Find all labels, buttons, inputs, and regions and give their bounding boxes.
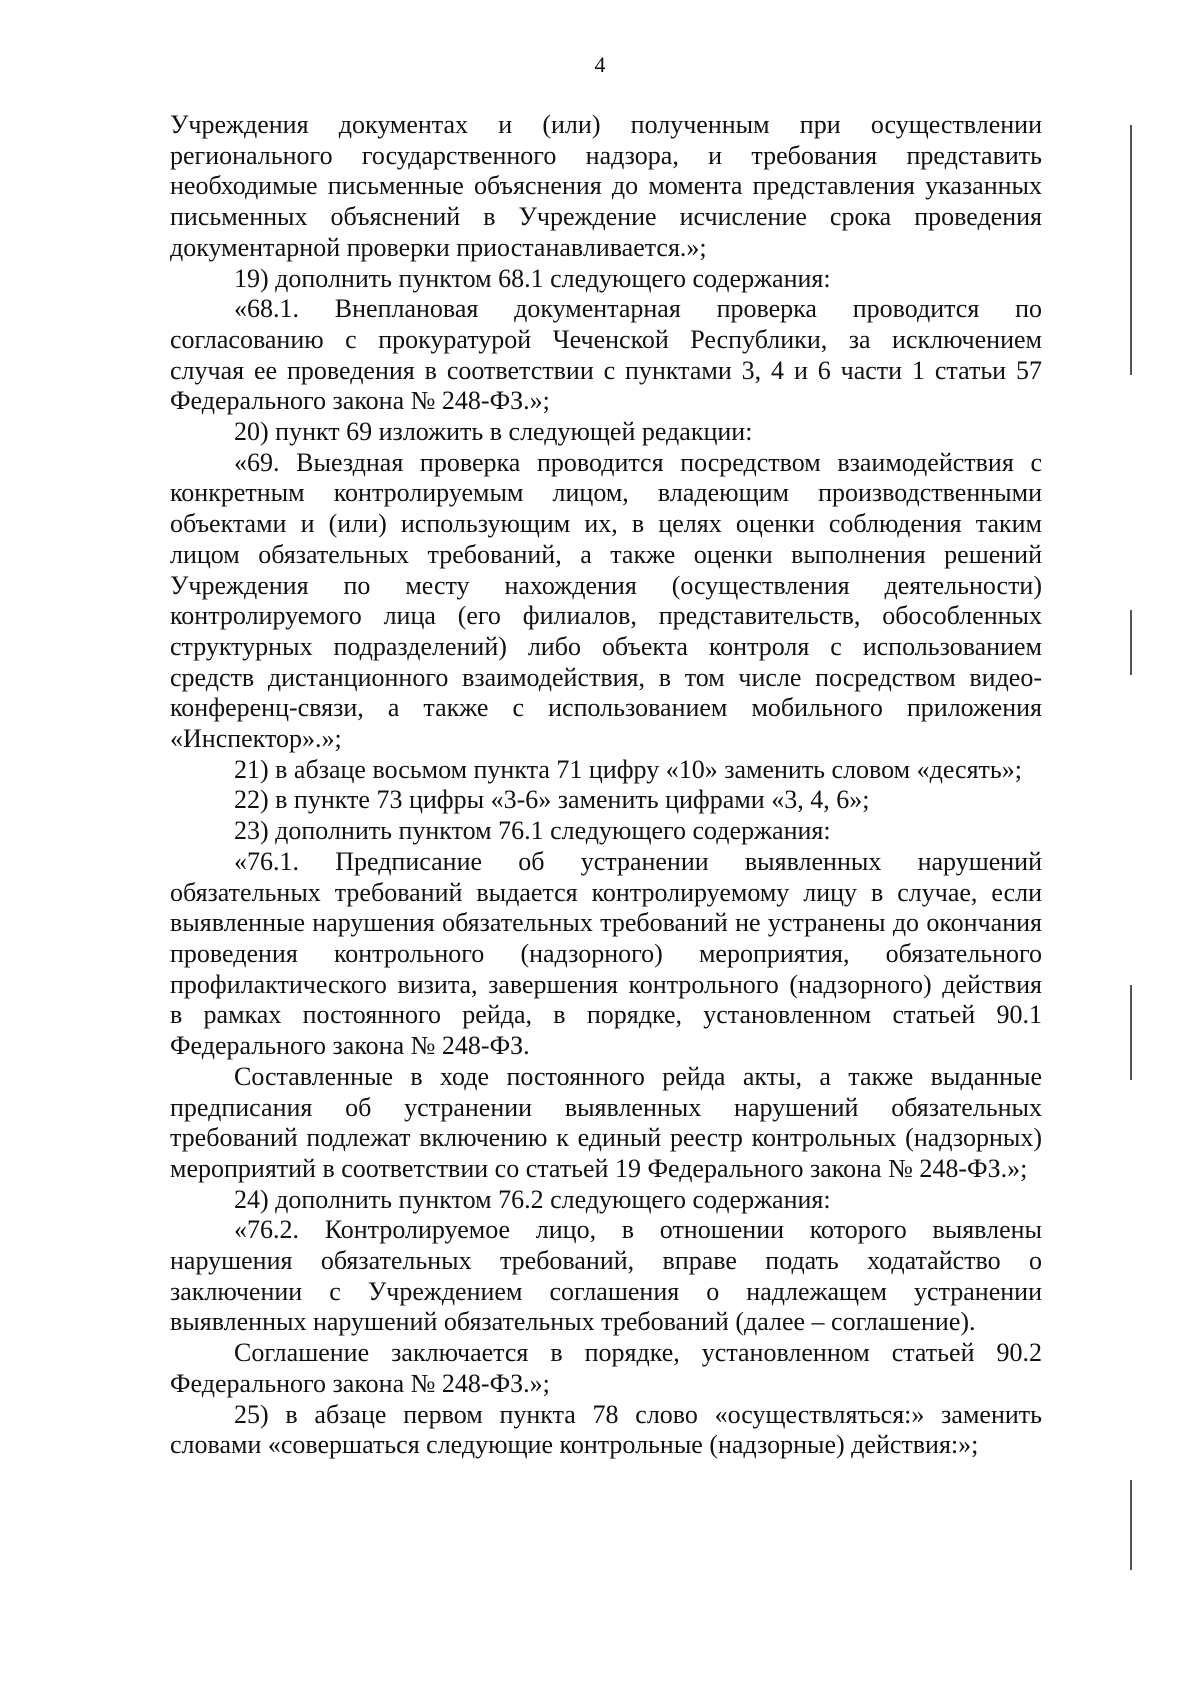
text-line: нарушения обязательных требований, вправе подать ходатайство о [170,1246,1042,1276]
text-line: выявленные нарушения обязательных требований не устранены до окончания [170,908,1042,938]
text-line: 23) дополнить пунктом 76.1 следующего содержания: [234,816,831,846]
text-line: обязательных требований выдается контролируемому лицу в случае, если [170,877,1042,907]
text-line: 20) пункт 69 изложить в следующей редакции: [234,417,753,447]
text-line: Составленные в ходе постоянного рейда акты, а также выданные [234,1061,1042,1091]
text-line: 22) в пункте 73 цифры «3-6» заменить цифрами «3, 4, 6»; [234,785,870,815]
text-line: регионального государственного надзора, и требования представить [170,140,1042,170]
document-body [170,110,1042,1461]
text-line: в рамках постоянного рейда, в порядке, установленном статьей 90.1 [170,1000,1042,1030]
text-line: словами «совершаться следующие контрольные (надзорные) действия:»; [170,1430,979,1460]
text-line: письменных объяснений в Учреждение исчисление срока проведения [170,202,1042,232]
text-line: Федерального закона № 248-ФЗ.»; [170,1368,550,1398]
text-line: проведения контрольного (надзорного) мероприятия, обязательного [170,938,1042,968]
text-line: 24) дополнить пунктом 76.2 следующего содержания: [234,1184,831,1214]
text-line: «76.1. Предписание об устранении выявленных нарушений [234,846,1042,876]
scan-edge-mark [1130,1480,1132,1570]
scan-edge-mark [1130,125,1132,375]
text-line: Федерального закона № 248-ФЗ. [170,1031,530,1061]
text-line: «68.1. Внеплановая документарная проверка проводится по [234,294,1042,324]
text-line: 25) в абзаце первом пункта 78 слово «осуществляться:» заменить [234,1399,1042,1429]
text-line: Федерального закона № 248-ФЗ.»; [170,386,550,416]
text-line: контролируемого лица (его филиалов, представительств, обособленных [170,601,1042,631]
text-line: объектами и (или) использующим их, в целях оценки соблюдения таким [170,509,1042,539]
text-line: случая ее проведения в соответствии с пунктами 3, 4 и 6 части 1 статьи 57 [170,355,1042,385]
text-line: заключении с Учреждением соглашения о надлежащем устранении [170,1276,1042,1306]
text-line: выявленных нарушений обязательных требований (далее – соглашение). [170,1307,976,1337]
text-line: требований подлежат включению к единый реестр контрольных (надзорных) [170,1123,1042,1153]
scan-edge-mark [1130,610,1132,675]
text-line: Учреждения документах и (или) полученным при осуществлении [170,110,1042,139]
text-line: «69. Выездная проверка проводится посредством взаимодействия с [234,447,1042,477]
text-line: предписания об устранении выявленных нарушений обязательных [170,1092,1042,1122]
text-line: 19) дополнить пунктом 68.1 следующего содержания: [234,263,831,293]
scan-edge-mark [1130,985,1132,1080]
text-line: средств дистанционного взаимодействия, в том числе посредством видео- [170,662,1042,692]
text-line: «Инспектор».»; [170,724,342,754]
text-line: «76.2. Контролируемое лицо, в отношении которого выявлены [234,1215,1042,1245]
text-line: документарной проверки приостанавливается.»; [170,232,707,262]
text-line: необходимые письменные объяснения до момента представления указанных [170,171,1042,201]
text-line: лицом обязательных требований, а также оценки выполнения решений [170,539,1042,569]
page-number: 4 [594,52,606,77]
text-line: конкретным контролируемым лицом, владеющим производственными [170,478,1042,508]
text-line: Учреждения по месту нахождения (осуществления деятельности) [170,570,1042,600]
text-line: 21) в абзаце восьмом пункта 71 цифру «10» заменить словом «десять»; [234,754,1022,784]
text-line: согласованию с прокуратурой Чеченской Республики, за исключением [170,324,1042,354]
text-line: конференц-связи, а также с использованием мобильного приложения [170,693,1042,723]
text-line: мероприятий в соответствии со статьей 19 Федерального закона № 248-ФЗ.»; [170,1153,1028,1183]
text-line: структурных подразделений) либо объекта контроля с использованием [170,631,1042,661]
text-line: профилактического визита, завершения контрольного (надзорного) действия [170,969,1042,999]
text-line: Соглашение заключается в порядке, установленном статьей 90.2 [234,1338,1042,1368]
